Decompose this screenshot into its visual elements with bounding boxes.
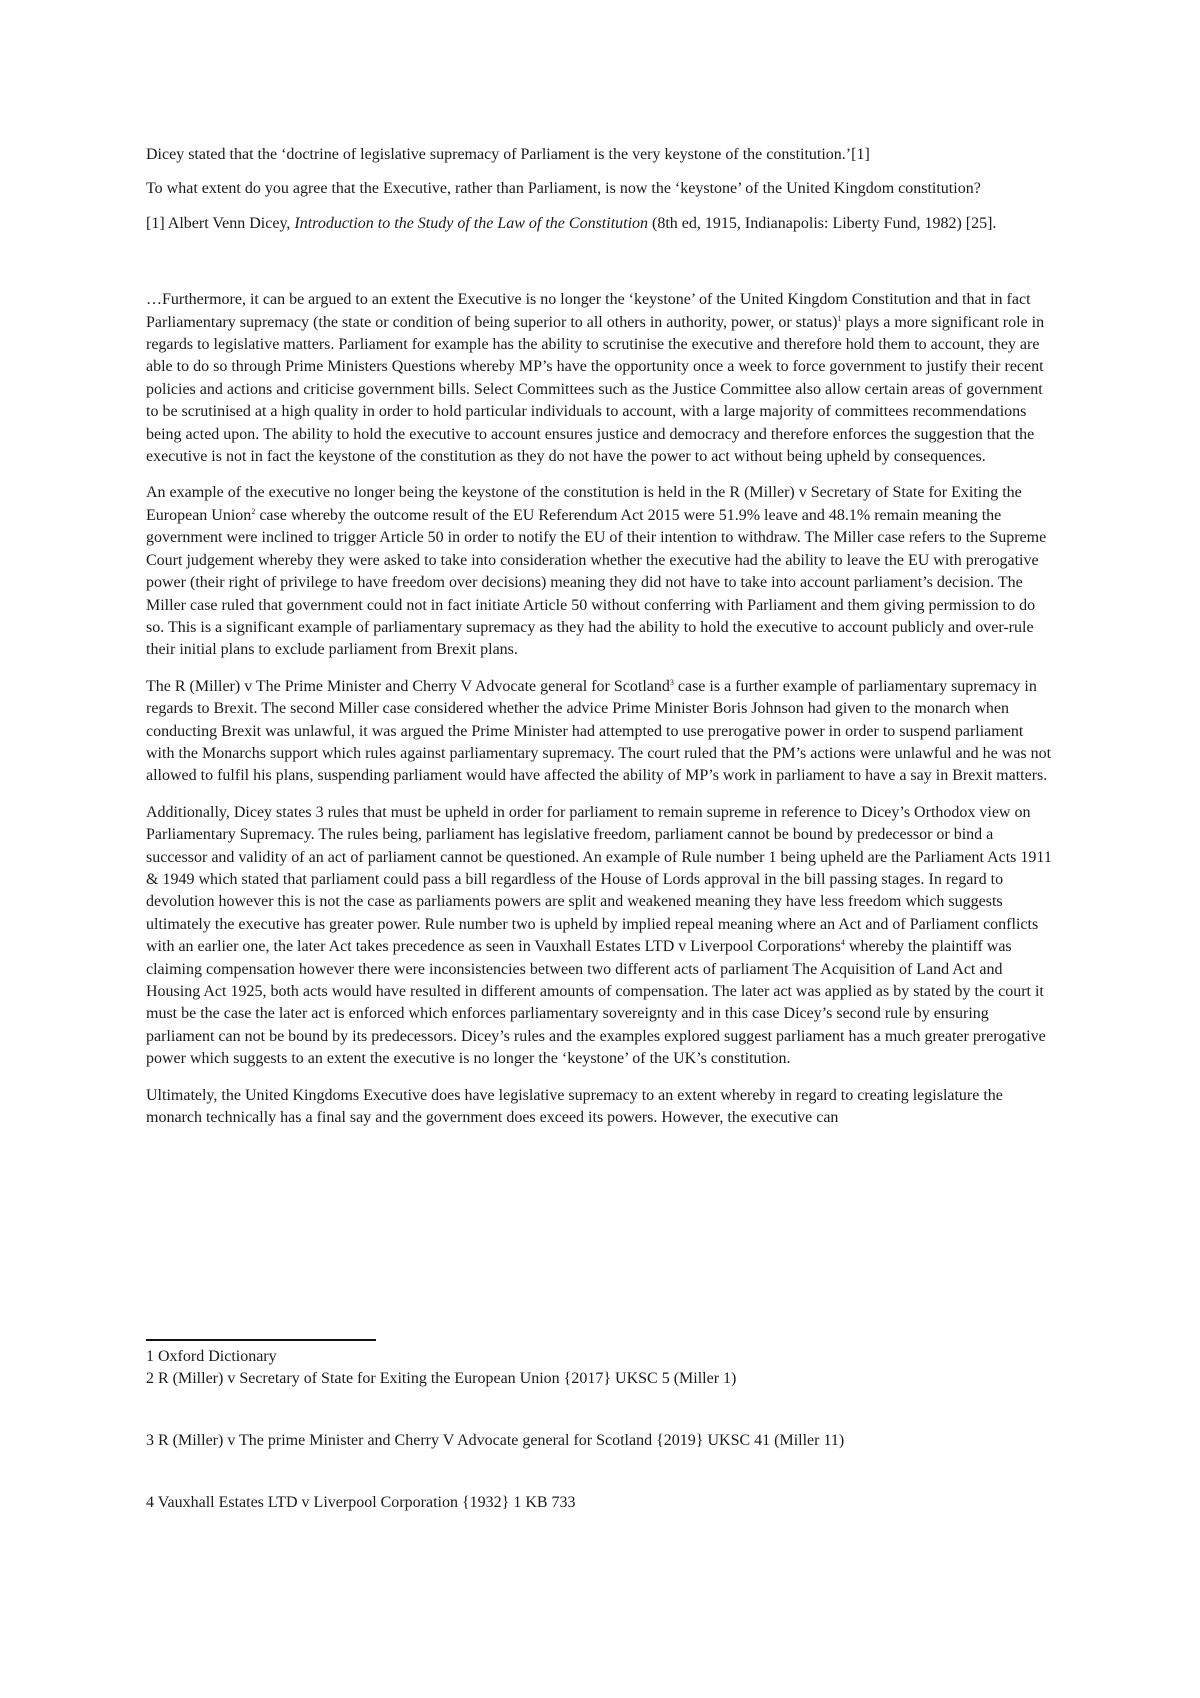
reference-suffix: (8th ed, 1915, Indianapolis: Liberty Fund, 1982) [25]. [648,214,997,232]
paragraph-3-text-b: case is a further example of parliamentary supremacy in regards to Brexit. The second Miller case considered whether the advice Prime Minister Boris Johnson had given to the monarch when conducting Brexit was unlawful, it was argued the Prime Minister had attempted to use prerogative power in order to suspend parliament with the Monarchs support which rules against parliamentary supremacy. The court ruled that the PM’s actions were unlawful and he was not allowed to fulfil his plans, suspending parliament would have affected the ability of MP’s work in parliament to have a say in Brexit matters. [146,677,1052,785]
reference-prefix: [1] Albert Venn Dicey, [146,214,295,232]
paragraph-4 [146,802,1054,1071]
footnote-ref-4[interactable]: 4 [840,938,845,948]
paragraph-1-text-a: …Furthermore, it can be argued to an extent the Executive is no longer the ‘keystone’ of the United Kingdom Constitution and that in fact Parliamentary supremacy (the state or condition of being superior to all others in authority, power, or status) [146,291,1031,331]
footnote-4: 4 Vauxhall Estates LTD v Liverpool Corporation {1932} 1 KB 733 [146,1494,576,1511]
paragraph-2-text-b: case whereby the outcome result of the EU Referendum Act 2015 were 51.9% leave and 48.1% remain meaning the government were inclined to trigger Article 50 in order to notify the EU of their intention to withdraw. The Miller case refers to the Supreme Court judgement whereby they were asked to take into consideration whether the executive had the ability to leave the EU with prerogative power (their right of privilege to have freedom over decisions) meaning they did not have to take into account parliament’s decision. The Miller case ruled that government could not in fact initiate Article 50 without conferring with Parliament and them giving permission to do so. This is a significant example of parliamentary supremacy as they had the ability to hold the executive to account publicly and over-rule their initial plans to exclude parliament from Brexit plans. [146,506,1047,659]
paragraph-1-text-b: plays a more significant role in regards to legislative matters. Parliament for example has the ability to scrutinise the executive and therefore hold them to account, they are able to do so through Prime Ministers Questions whereby MP’s have the opportunity once a week to force government to justify their recent policies and actions and criticise government bills. Select Committees such as the Justice Committee also allow certain areas of government to be scrutinised at a high quality in order to hold particular individuals to account, with a large majority of committees recommendations being acted upon. The ability to hold the executive to account ensures justice and democracy and therefore enforces the suggestion that the executive is not in fact the keystone of the constitution as they do not have the power to act without being upheld by consequences. [146,313,1045,466]
paragraph-2-text-a: An example of the executive no longer being the keystone of the constitution is held in the R (Miller) v Secretary of State for Exiting the European Union [146,484,1022,524]
footnote-1: 1 Oxford Dictionary [146,1348,277,1365]
paragraph-4-text-b: whereby the plaintiff was claiming compensation however there were inconsistencies between two different acts of parliament The Acquisition of Land Act and Housing Act 1925, both acts would have resulted in different amounts of compensation. The later act was applied as by stated by the court it must be the case the later act is enforced which enforces parliamentary sovereignty and in this case Dicey’s second rule by ensuring parliament can not be bound by its predecessors. Dicey’s rules and the examples explored suggest parliament has a much greater prerogative power which suggests to an extent the executive is no longer the ‘keystone’ of the UK’s constitution. [146,938,1046,1068]
paragraph-3-text-a: The R (Miller) v The Prime Minister and Cherry V Advocate general for Scotland [146,677,670,695]
paragraph-1 [146,289,1054,468]
essay-question: To what extent do you agree that the Executive, rather than Parliament, is now the ‘keystone’ of the United Kingdom constitution? [146,180,981,198]
section-gap [146,249,1054,289]
reference-title: Introduction to the Study of the Law of the Constitution [294,214,649,232]
document-page [146,144,1054,1143]
paragraph-4-text-a: Additionally, Dicey states 3 rules that must be upheld in order for parliament to remain supreme in reference to Dicey’s Orthodox view on Parliamentary Supremacy. The rules being, parliament has legislative freedom, parliament cannot be bound by predecessor or bind a successor and validity of an act of parliament cannot be questioned. An example of Rule number 1 being upheld are the Parliament Acts 1911 & 1949 which stated that parliament could pass a bill regardless of the House of Lords approval in the bill passing stages. In regard to devolution however this is not the case as parliaments powers are split and weakened meaning they have less freedom which suggests ultimately the executive has greater power. Rule number two is upheld by implied repeal meaning where an Act and of Parliament conflicts with an earlier one, the later Act takes precedence as seen in Vauxhall Estates LTD v Liverpool Corporations [146,803,1052,956]
quote-line: Dicey stated that the ‘doctrine of legislative supremacy of Parliament is the very keystone of the constitution.’[1] [146,146,870,163]
footnote-ref-2[interactable]: 2 [251,506,256,516]
footnote-separator [146,1339,376,1341]
paragraph-3 [146,676,1054,788]
footnotes [146,1346,1046,1514]
footnote-ref-3[interactable]: 3 [669,677,674,687]
paragraph-5: Ultimately, the United Kingdoms Executive does have legislative supremacy to an extent whereby in regard to creating legislature the monarch technically has a final say and the government does exceed its powers. However, the executive can [146,1086,1003,1127]
footnote-ref-1[interactable]: 1 [837,313,842,323]
footnote-2: 2 R (Miller) v Secretary of State for Exiting the European Union {2017} UKSC 5 (Miller 1) [146,1370,737,1387]
footnote-3: 3 R (Miller) v The prime Minister and Cherry V Advocate general for Scotland {2019} UKSC 41 (Miller 11) [146,1432,845,1449]
reference-note [146,213,1054,235]
paragraph-2 [146,482,1054,661]
